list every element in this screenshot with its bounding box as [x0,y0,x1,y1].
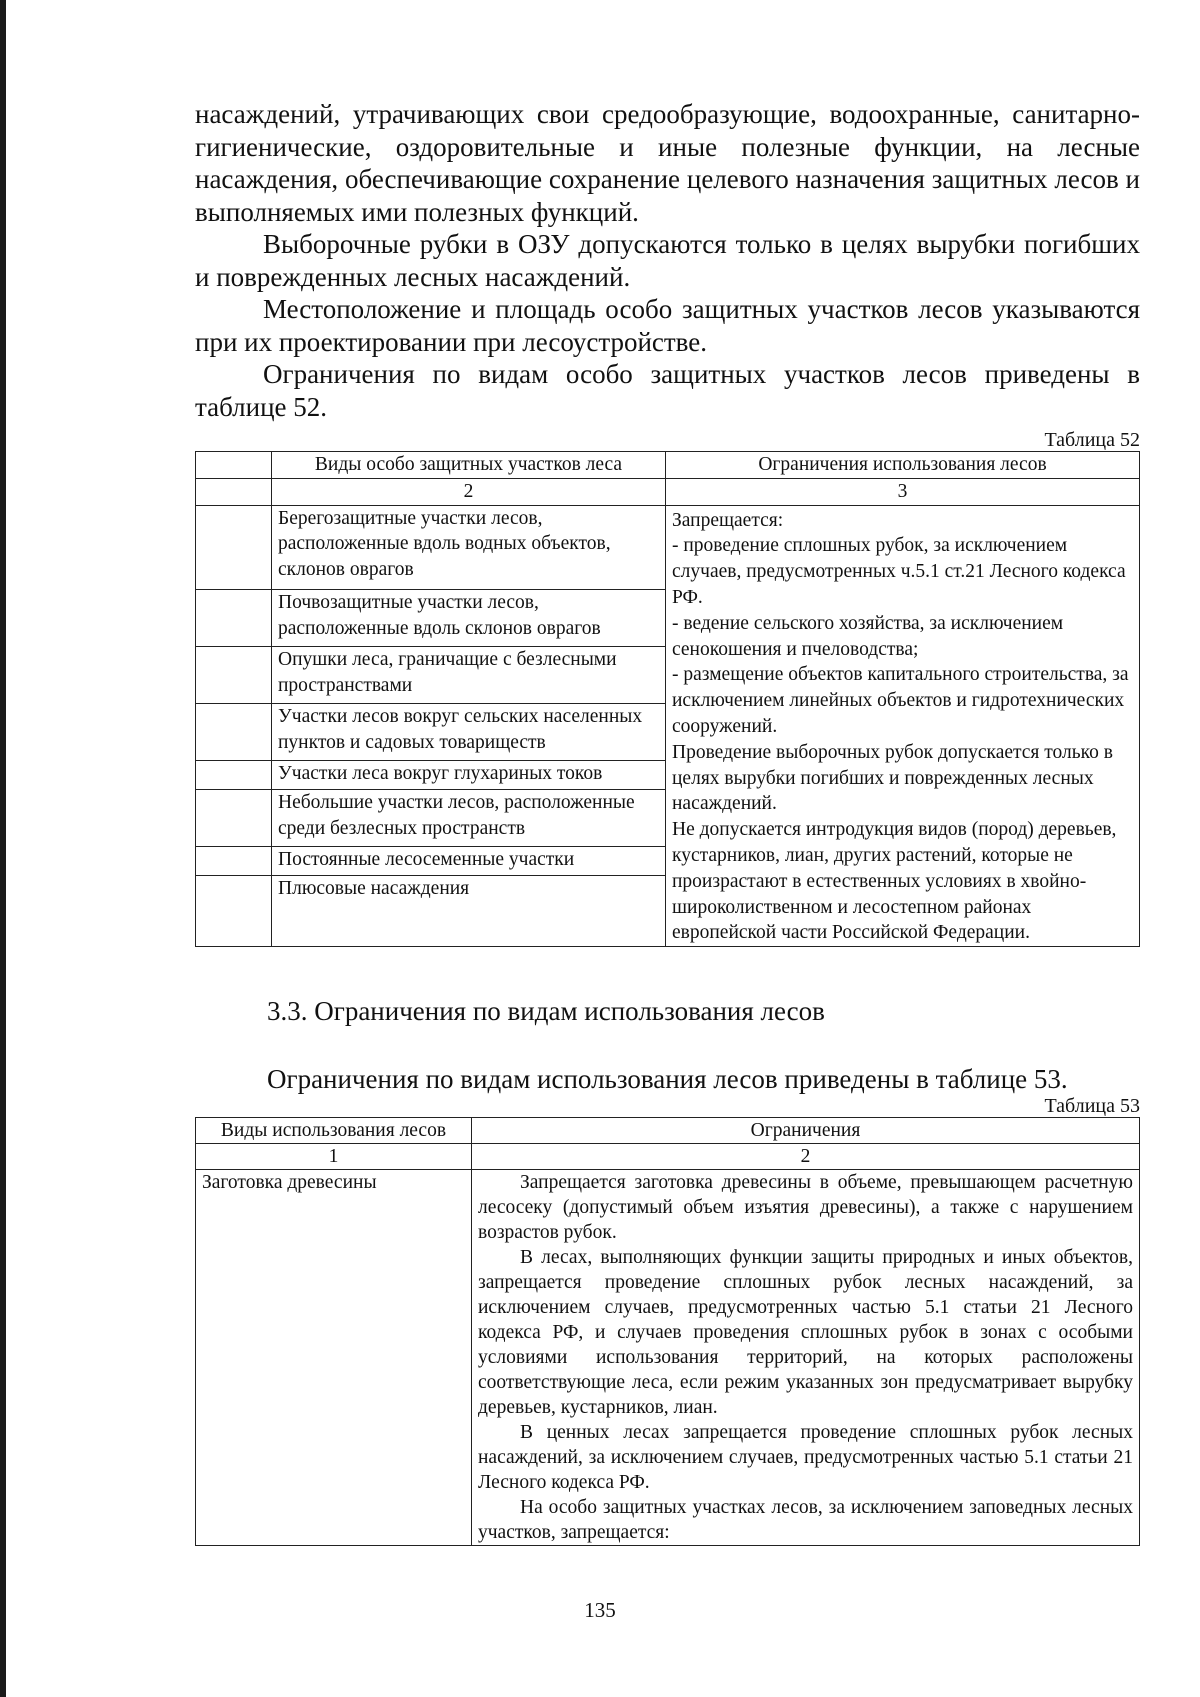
table-52-restrictions-cell [666,505,1140,947]
table-52-header-3: Ограничения использования лесов [666,452,1140,479]
paragraph-2: Выборочные рубки в ОЗУ допускаются только в целях вырубки погибших и поврежденных лесных насаждений. [195,229,1140,292]
table-52-empty-cell [196,704,272,761]
table-52-kind-cell: Плюсовые насаждения [272,876,666,947]
table-52-kind-cell: Почвозащитные участки лесов, расположенные вдоль склонов оврагов [272,590,666,647]
restriction-line: Проведение выборочных рубок допускается только в целях вырубки погибших и поврежденных лесных насаждений. [672,741,1113,815]
table-53-caption: Таблица 53 [1044,1095,1140,1118]
table-52-kind-cell: Опушки леса, граничащие с безлесными пространствами [272,647,666,704]
table-53-number-1: 1 [196,1144,472,1170]
paragraph-3: Местоположение и площадь особо защитных участков лесов указываются при их проектировании при лесоустройстве. [195,294,1140,357]
table-53 [195,1117,1140,1546]
section-heading: 3.3. Ограничения по видам использования лесов [267,996,825,1027]
table-53-header-2: Ограничения [472,1118,1140,1144]
scan-left-edge [0,0,6,1697]
table-52-empty-cell [196,505,272,590]
table-52-empty-cell [196,790,272,847]
table-52-number-1 [196,478,272,505]
restriction-line: - ведение сельского хозяйства, за исключением сенокошения и пчеловодства; [672,612,1064,660]
table-52-header-row [196,452,1140,479]
table-53-number-row [196,1144,1140,1170]
paragraph-4: Ограничения по видам особо защитных участков лесов приведены в таблице 52. [195,359,1140,422]
table-52-number-3: 3 [666,478,1140,505]
table-53-paragraph: Запрещается заготовка древесины в объеме, превышающем расчетную лесосеку (допустимый объем изъятия древесины), а также с нарушением возрастов рубок. [478,1172,1133,1244]
table-52-kind-cell: Берегозащитные участки лесов, расположенные вдоль водных объектов, склонов оврагов [272,505,666,590]
table-53-header-row [196,1118,1140,1144]
table-53-paragraph: В лесах, выполняющих функции защиты природных и иных объектов, запрещается проведение сплошных рубок лесных насаждений, за исключением случаев, предусмотренных частью 5.1 статьи 21 Лесного кодекса РФ, и случаев проведения сплошных рубок в зонах с особыми условиями использования территорий, на которых расположены соответствующие леса, если режим указанных зон предусматривает вырубку деревьев, кустарников, лиан. [478,1247,1133,1419]
restriction-line: - проведение сплошных рубок, за исключением случаев, предусмотренных ч.5.1 ст.21 Лесного кодекса РФ. [672,535,1126,608]
table-53-number-2: 2 [472,1144,1140,1170]
table-52-empty-cell [196,647,272,704]
page-number: 135 [584,1598,616,1622]
table-53-row [196,1170,1140,1546]
table-52-row [196,505,1140,590]
table-52-kind-cell: Участки леса вокруг глухариных токов [272,761,666,790]
table-52-empty-cell [196,876,272,947]
table-53-paragraph: В ценных лесах запрещается проведение сплошных рубок лесных насаждений, за исключением случаев, предусмотренных частью 5.1 статьи 21 Лесного кодекса РФ. [478,1422,1133,1494]
table-52-empty-cell [196,590,272,647]
table-53-header-1: Виды использования лесов [196,1118,472,1144]
table-52-number-row [196,478,1140,505]
table-52-empty-cell [196,761,272,790]
table-52-header-2: Виды особо защитных участков леса [272,452,666,479]
table-52 [195,451,1140,947]
table-52-kind-cell: Постоянные лесосеменные участки [272,847,666,876]
table-53-row-label: Заготовка древесины [196,1170,472,1546]
section-lead: Ограничения по видам использования лесов приведены в таблице 53. [267,1064,1068,1095]
restriction-line: Запрещается: [672,509,784,531]
table-52-empty-cell [196,847,272,876]
paragraph-1: насаждений, утрачивающих свои средообразующие, водоохранные, санитарно-гигиенические, оздоровительные и иные полезные функции, на лесные насаждения, обеспечивающие сохранение целевого назначения защитных лесов и выполняемых ими полезных функций. [195,99,1140,227]
table-53-paragraph: На особо защитных участках лесов, за исключением заповедных лесных участков, запрещается: [478,1497,1133,1544]
table-52-number-2: 2 [272,478,666,505]
document-page [195,98,1140,1546]
table-53-row-content [472,1170,1140,1546]
table-52-kind-cell: Участки лесов вокруг сельских населенных пунктов и садовых товариществ [272,704,666,761]
table-52-header-1 [196,452,272,479]
restriction-line: - размещение объектов капитального строительства, за исключением линейных объектов и гидротехнических сооружений. [672,664,1129,737]
restriction-line: Не допускается интродукция видов (пород) деревьев, кустарников, лиан, других растений, которые не произрастают в естественных условиях в хвойно-широколиственном и лесостепном районах европейской части Российской Федерации. [672,819,1117,944]
table-52-caption: Таблица 52 [1044,429,1140,451]
table-52-kind-cell: Небольшие участки лесов, расположенные среди безлесных пространств [272,790,666,847]
